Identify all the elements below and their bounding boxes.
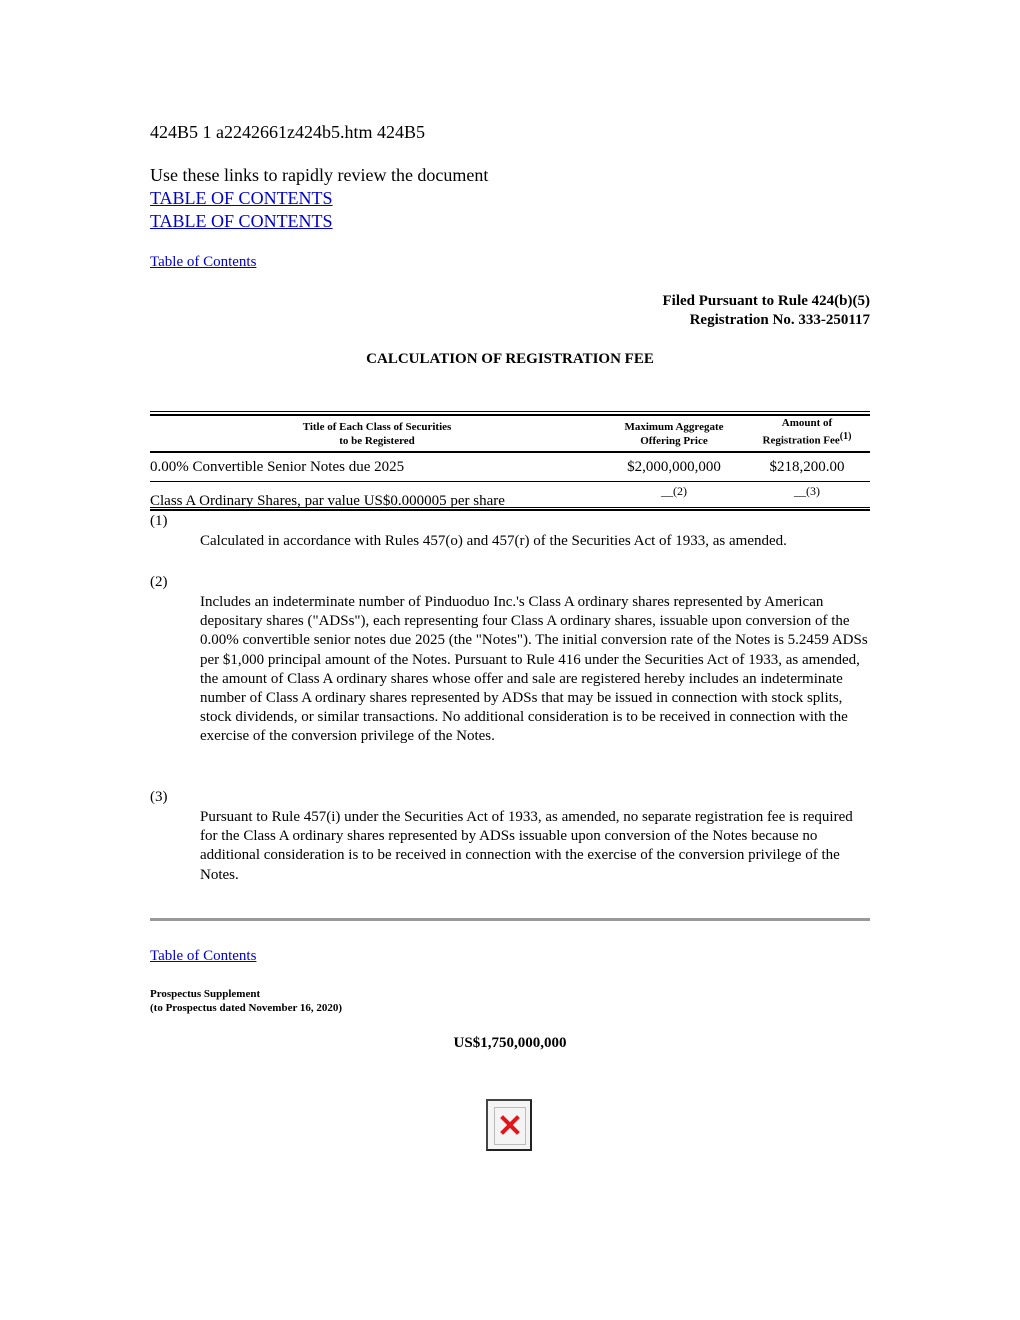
row-title: 0.00% Convertible Senior Notes due 2025: [150, 458, 405, 475]
toc-link-1[interactable]: TABLE OF CONTENTS: [150, 188, 333, 208]
toc-link-small[interactable]: Table of Contents: [150, 254, 257, 270]
broken-image-icon: [486, 1099, 532, 1151]
footnote-3-text: Pursuant to Rule 457(i) under the Securities Act of 1933, as amended, no separate registration fee is required for the Class A ordinary shares represented by ADSs issuable upon conversion of the Notes because no additional consideration is to be received in connection with the exercise of the conversion privilege of the Notes.: [200, 809, 853, 883]
footnote-2-text: Includes an indeterminate number of Pinduoduo Inc.'s Class A ordinary shares represented by American depositary shares ("ADSs"), each representing four Class A ordinary shares, issuable upon conversion of the 0.00% convertible senior notes due 2025 (the "Notes"). The initial conversion rate of the Notes is 5.2459 ADSs per $1,000 principal amount of the Notes. Pursuant to Rule 416 under the Securities Act of 1933, as amended, the amount of Class A ordinary shares whose offer and sale are registered hereby includes an indeterminate number of Class A ordinary shares represented by ADSs that may be issued in connection with stock splits, stock dividends, or similar transactions. No additional consideration is to be received in connection with the exercise of the conversion privilege of the Notes.: [200, 594, 868, 745]
row-fee: $218,200.00: [769, 458, 845, 475]
table-top-rule: [150, 411, 870, 412]
registration-fee-table: [150, 416, 870, 514]
filing-header-line: 424B5 1 a2242661z424b5.htm 424B5: [150, 122, 425, 142]
table-bottom-rule-thick: [150, 509, 870, 511]
table-bottom-rule: [150, 507, 870, 508]
row-title: Class A Ordinary Shares, par value US$0.000005 per share: [150, 493, 505, 509]
col-price-header: Maximum Aggregate Offering Price: [624, 421, 724, 447]
col-title-header: Title of Each Class of Securities to be Registered: [302, 421, 452, 447]
row-price: $2,000,000,000: [627, 458, 721, 475]
prospectus-supplement-label: Prospectus Supplement: [150, 988, 261, 1000]
toc-link-prospectus[interactable]: Table of Contents: [150, 948, 257, 964]
prospectus-dated: (to Prospectus dated November 16, 2020): [150, 1002, 343, 1014]
row-fee: __(3): [794, 484, 820, 498]
footnote-3-number: (3): [150, 789, 168, 805]
review-text: Use these links to rapidly review the document: [150, 165, 489, 185]
section-divider: [150, 918, 870, 921]
toc-link-2[interactable]: TABLE OF CONTENTS: [150, 211, 333, 231]
footnote-2-number: (2): [150, 574, 168, 590]
fee-table-title: CALCULATION OF REGISTRATION FEE: [366, 351, 654, 367]
col-fee-header: Amount of Registration Fee$^{(1)}$: [762, 417, 852, 447]
offering-amount: US$1,750,000,000: [453, 1035, 567, 1051]
registration-number: Registration No. 333-250117: [689, 312, 870, 328]
row-price: __(2): [661, 484, 687, 498]
footnote-1-number: (1): [150, 513, 168, 529]
footnote-1-text: Calculated in accordance with Rules 457(o) and 457(r) of the Securities Act of 1933, as amended.: [200, 533, 787, 549]
filing-rule: Filed Pursuant to Rule 424(b)(5): [662, 293, 870, 309]
table-row: [150, 452, 870, 482]
